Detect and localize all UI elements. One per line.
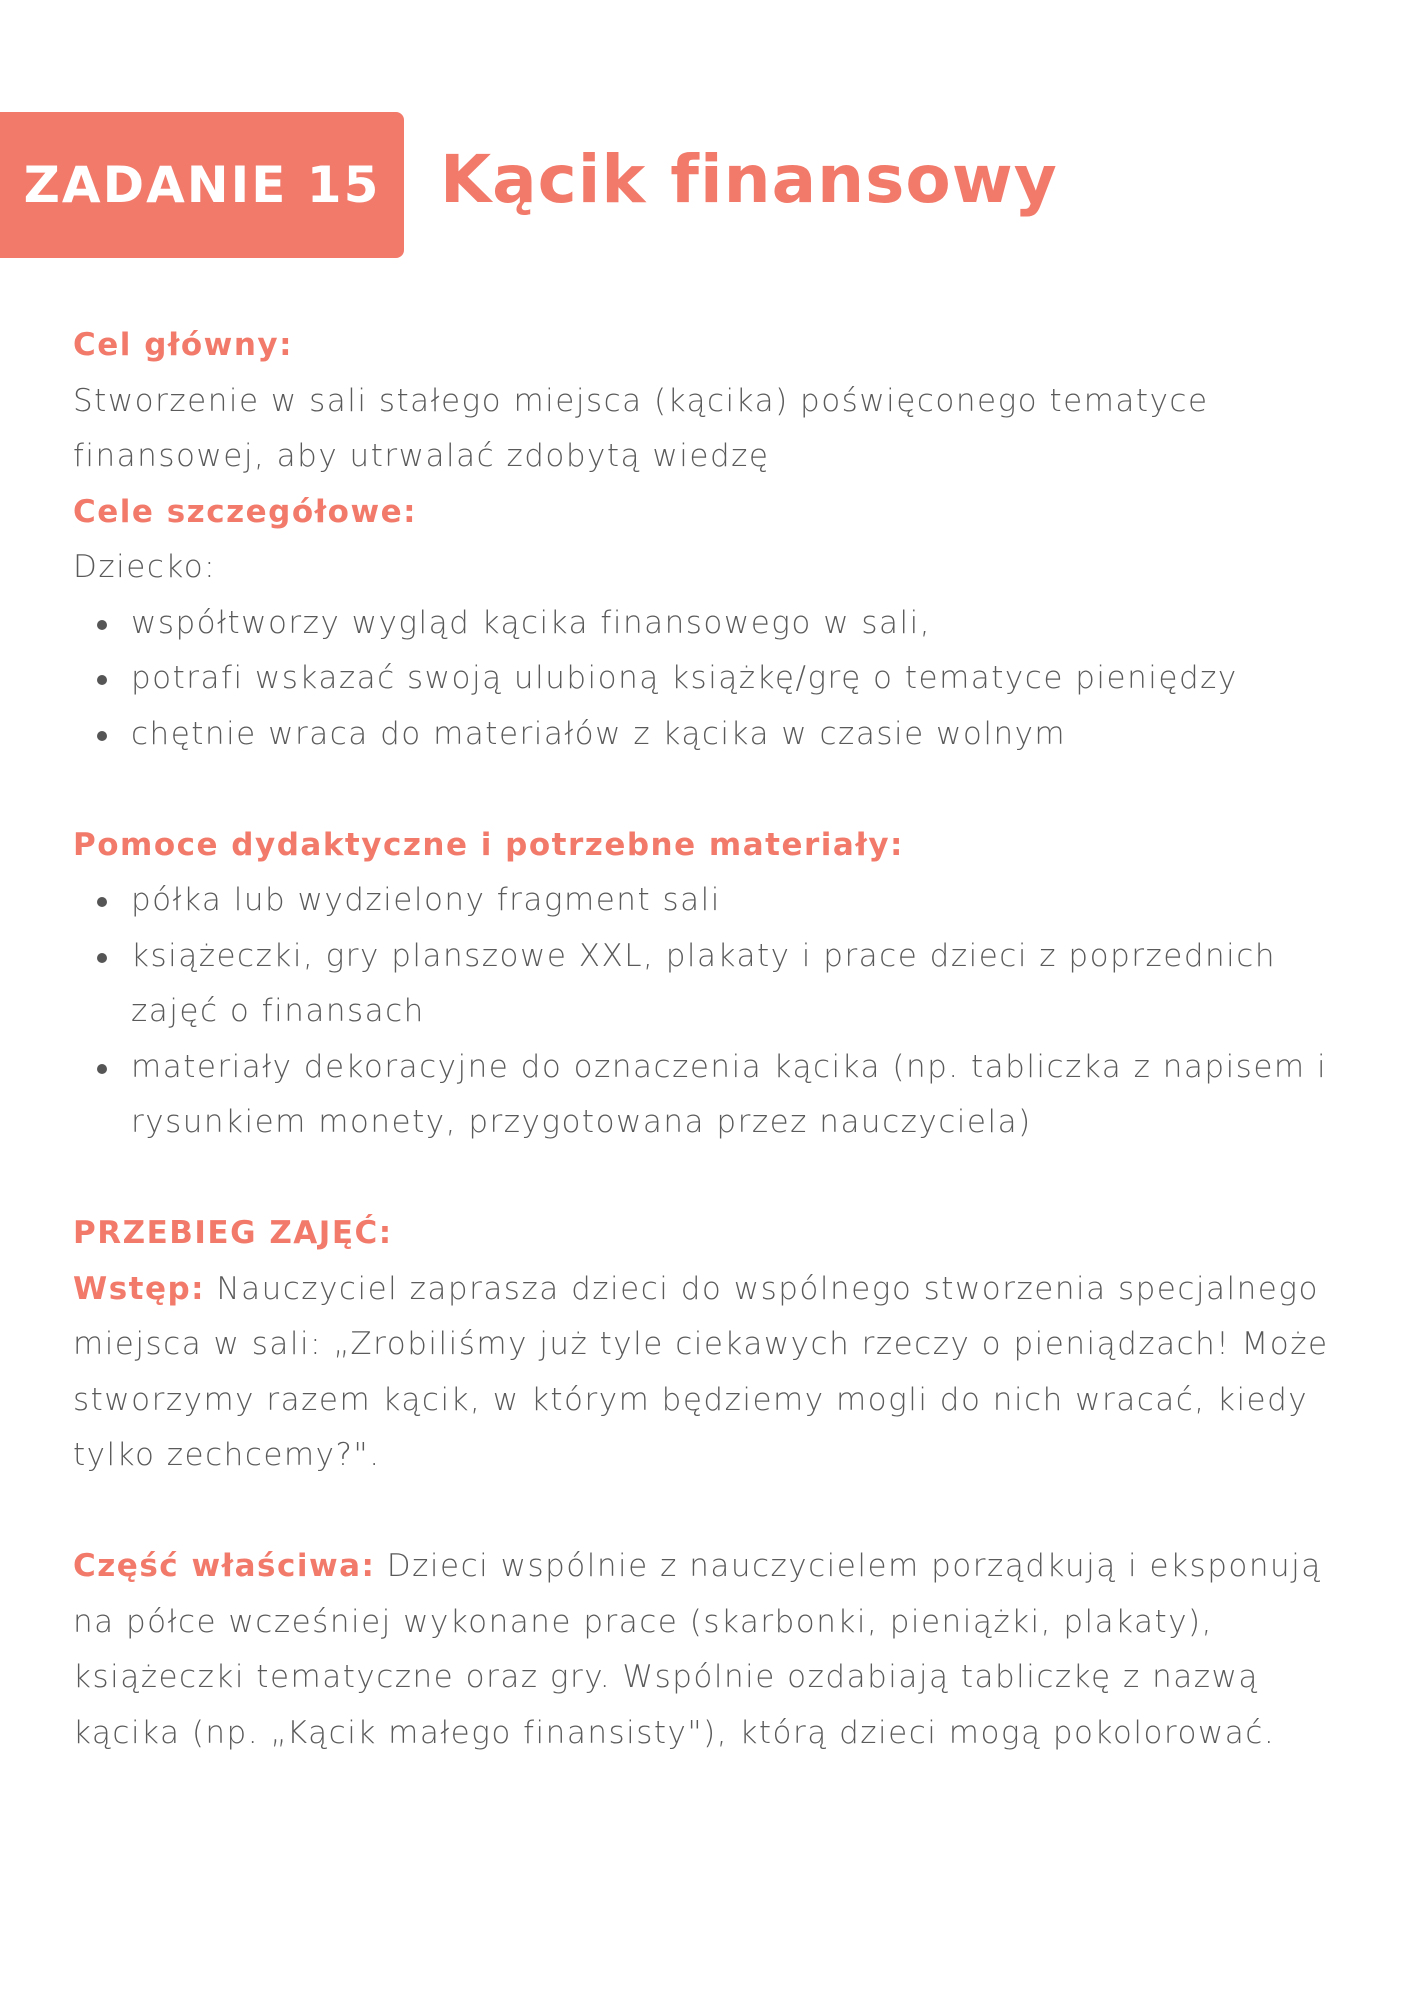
goal-text: Stworzenie w sali stałego miejsca (kącika) poświęconego tematyce finansowej, aby utrwalać zdobytą wiedzę [73,382,1209,474]
list-item: książeczki, gry planszowe XXL, plakaty i prace dzieci z poprzednich zajęć o finansach [73,929,1363,1040]
main-part-text: Dzieci wspólnie z nauczycielem porządkują i eksponują na półce wcześniej wykonane prace (skarbonki, pieniążki, plakaty), książeczki tematyczne oraz gry. Wspólnie ozdabiają tabliczkę z nazwą kącika (np. „Kącik małego finansisty"), którą dzieci mogą pokolorować. [73,1548,1322,1751]
main-part-label: Część właściwa: [73,1548,376,1584]
intro-label: Wstęp: [73,1270,206,1307]
section-spacer [73,1484,1363,1540]
list-item: współtworzy wygląd kącika finansowego w sali, [73,596,1363,652]
intro-text: Nauczyciel zaprasza dzieci do wspólnego stworzenia specjalnego miejsca w sali: „Zrobiliśmy już tyle ciekawych rzeczy o pieniądzach! Może stworzymy razem kącik, w którym będziemy mogli do nich wracać, kiedy tylko zechcemy?". [73,1270,1329,1473]
main-part-paragraph [73,1539,1363,1761]
intro-paragraph [73,1262,1363,1484]
lesson-content [73,318,1363,1761]
goal-heading: Cel główny: [73,327,293,363]
section-spacer [73,762,1363,818]
section-spacer [73,1151,1363,1207]
task-number-badge [0,112,404,258]
materials-list [73,873,1363,1151]
task-number-label: ZADANIE 15 [23,156,381,214]
list-item: półka lub wydzielony fragment sali [73,873,1363,929]
specific-goals-intro: Dziecko: [73,549,217,585]
specific-goals-heading: Cele szczegółowe: [73,493,418,530]
list-item: potrafi wskazać swoją ulubioną książkę/grę o tematyce pieniędzy [73,651,1363,707]
page-title: Kącik finansowy [440,141,1058,218]
procedure-heading: PRZEBIEG ZAJĘĆ: [73,1215,393,1251]
list-item: chętnie wraca do materiałów z kącika w czasie wolnym [73,707,1363,763]
specific-goals-list [73,596,1363,763]
materials-heading: Pomoce dydaktyczne i potrzebne materiały: [73,826,904,863]
list-item: materiały dekoracyjne do oznaczenia kącika (np. tabliczka z napisem i rysunkiem monety, przygotowana przez nauczyciela) [73,1040,1363,1151]
